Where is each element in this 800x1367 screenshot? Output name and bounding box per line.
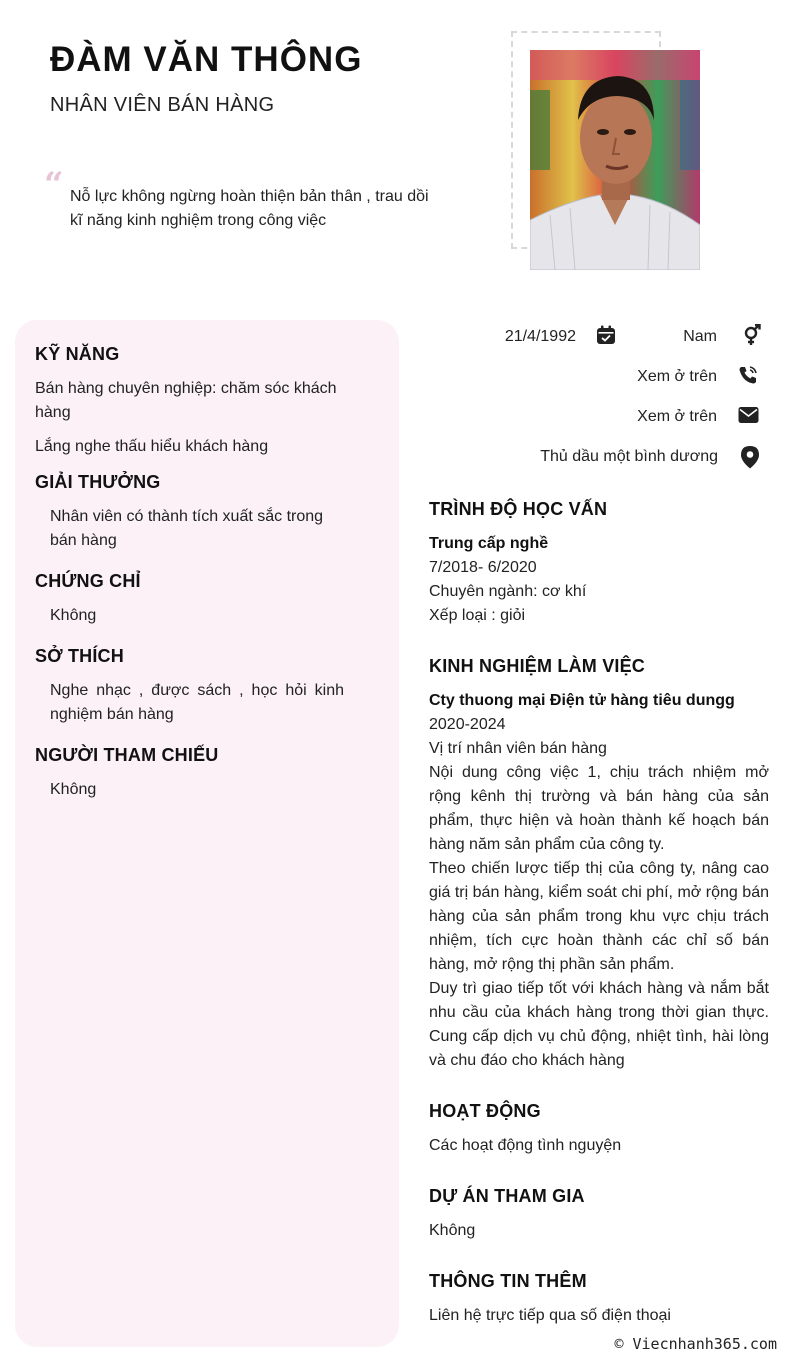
candidate-name: ĐÀM VĂN THÔNG — [50, 40, 363, 79]
profile-photo — [530, 50, 700, 270]
awards-heading: GIẢI THƯỞNG — [35, 472, 161, 492]
skill-item: Bán hàng chuyên nghiệp: chăm sóc khách hàng — [35, 380, 337, 421]
activities-heading: HOẠT ĐỘNG — [429, 1101, 541, 1121]
gender-icon — [740, 324, 762, 351]
extra-info-heading: THÔNG TIN THÊM — [429, 1271, 587, 1291]
experience-period: 2020-2024 — [429, 716, 506, 733]
references-text: Không — [50, 781, 97, 798]
skill-item: Lắng nghe thấu hiểu khách hàng — [35, 438, 269, 455]
education-period: 7/2018- 6/2020 — [429, 559, 537, 576]
skills-heading: KỸ NĂNG — [35, 344, 120, 364]
gender-value: Nam — [683, 328, 717, 345]
hobbies-heading: SỞ THÍCH — [35, 646, 124, 666]
experience-company: Cty thuong mại Điện tử hàng tiêu dungg — [429, 692, 735, 709]
mail-icon — [738, 406, 759, 429]
calendar-icon — [596, 325, 616, 350]
projects-heading: DỰ ÁN THAM GIA — [429, 1186, 585, 1206]
references-heading: NGƯỜI THAM CHIẾU — [35, 745, 219, 765]
experience-heading: KINH NGHIỆM LÀM VIỆC — [429, 656, 646, 676]
certificates-heading: CHỨNG CHỈ — [35, 571, 141, 591]
certificates-text: Không — [50, 607, 97, 624]
career-objective: Nỗ lực không ngừng hoàn thiện bản thân , trau dồi kĩ năng kinh nghiệm trong công việc — [70, 188, 429, 229]
education-heading: TRÌNH ĐỘ HỌC VẤN — [429, 499, 608, 519]
hobbies-text: Nghe nhạc , được sách , học hỏi kinh nghiệm bán hàng — [50, 682, 344, 723]
experience-description: Nội dung công việc 1, chịu trách nhiệm mở rộng kênh thị trường và bán hàng của sản phẩm, thực hiện và hoàn thành kế hoạch bán hàng năm sản phẩm của công ty. — [429, 764, 769, 853]
experience-description: Theo chiến lược tiếp thị của công ty, nâng cao giá trị bán hàng, kiểm soát chi phí, mở rộng bán hàng của sản phẩm trong khu vực chịu trách nhiệm, tích cực hoàn thành các chỉ số bán hàng, mở rộng thị phần sản phẩm. — [429, 860, 769, 973]
education-major: Chuyên ngành: cơ khí — [429, 583, 587, 600]
phone-icon — [738, 365, 758, 390]
activities-text: Các hoạt động tình nguyện — [429, 1137, 622, 1154]
quote-icon: “ — [44, 165, 64, 205]
phone-value: Xem ở trên — [637, 368, 717, 385]
copyright-link[interactable]: © Viecnhanh365.com — [614, 1335, 777, 1353]
address-value: Thủ dầu một bình dương — [540, 448, 718, 465]
projects-text: Không — [429, 1222, 476, 1239]
location-pin-icon — [740, 445, 760, 474]
job-title: NHÂN VIÊN BÁN HÀNG — [50, 94, 275, 116]
extra-info-text: Liên hệ trực tiếp qua số điện thoại — [429, 1307, 671, 1324]
education-grade: Xếp loại : giỏi — [429, 607, 526, 624]
education-school: Trung cấp nghề — [429, 535, 549, 552]
experience-position: Vị trí nhân viên bán hàng — [429, 740, 607, 757]
email-value: Xem ở trên — [637, 408, 717, 425]
birthday-value: 21/4/1992 — [504, 328, 576, 345]
experience-description: Duy trì giao tiếp tốt với khách hàng và nắm bắt nhu cầu của khách hàng trong thời gian thực. Cung cấp dịch vụ chủ động, nhiệt tình, hài lòng và chu đáo cho khách hàng — [429, 980, 769, 1069]
awards-text: Nhân viên có thành tích xuất sắc trong bán hàng — [50, 508, 324, 549]
